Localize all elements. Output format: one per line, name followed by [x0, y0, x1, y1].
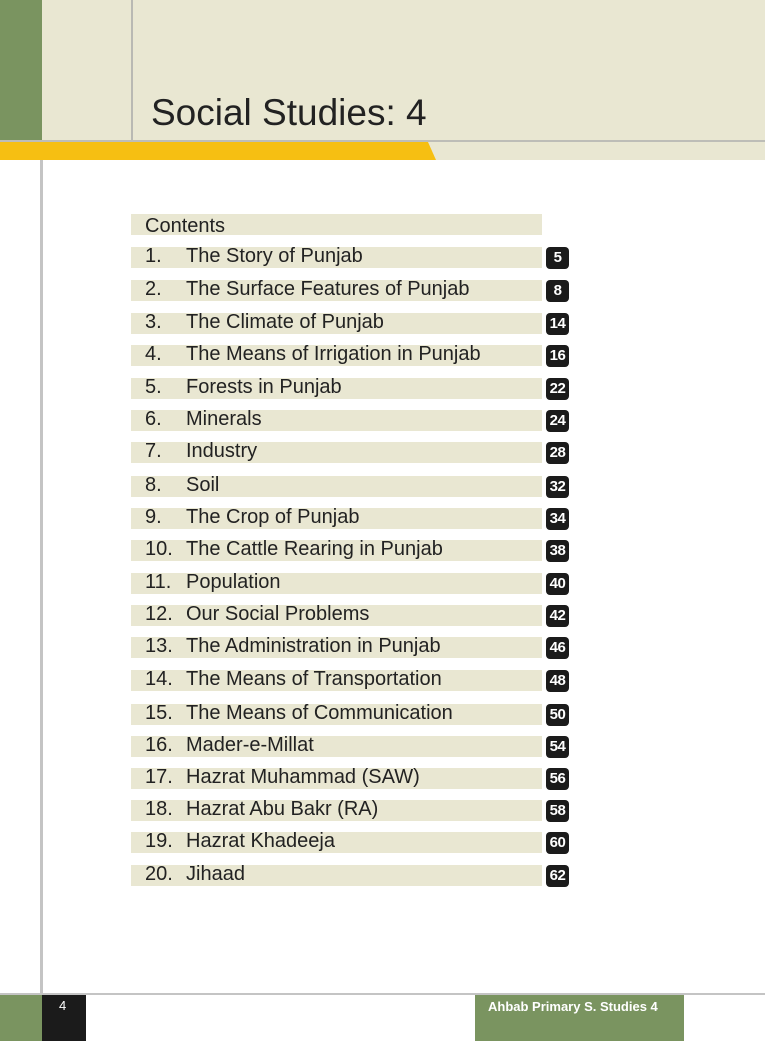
toc-title: Forests in Punjab — [186, 376, 342, 398]
toc-number: 9. — [145, 506, 162, 528]
margin-rule — [40, 160, 43, 994]
header-divider — [131, 0, 133, 140]
toc-page-badge: 24 — [546, 410, 569, 432]
toc-page-badge: 14 — [546, 313, 569, 335]
toc-number: 16. — [145, 734, 173, 756]
toc-number: 18. — [145, 798, 173, 820]
toc-page-badge: 34 — [546, 508, 569, 530]
toc-number: 5. — [145, 376, 162, 398]
page-number: 4 — [59, 998, 67, 1013]
toc-number: 12. — [145, 603, 173, 625]
toc-number: 17. — [145, 766, 173, 788]
toc-title: The Administration in Punjab — [186, 635, 441, 657]
toc-number: 7. — [145, 440, 162, 462]
toc-title: Minerals — [186, 408, 262, 430]
toc-number: 4. — [145, 343, 162, 365]
toc-page-badge: 54 — [546, 736, 569, 758]
toc-title: Hazrat Khadeeja — [186, 830, 335, 852]
book-title: Ahbab Primary S. Studies 4 — [488, 999, 658, 1014]
toc-number: 19. — [145, 830, 173, 852]
toc-title: The Climate of Punjab — [186, 311, 384, 333]
toc-number: 11. — [145, 571, 172, 593]
toc-title: Population — [186, 571, 281, 593]
toc-number: 2. — [145, 278, 162, 300]
toc-page-badge: 46 — [546, 637, 569, 659]
toc-number: 8. — [145, 474, 162, 496]
toc-number: 13. — [145, 635, 173, 657]
toc-page-badge: 32 — [546, 476, 569, 498]
toc-title: Soil — [186, 474, 220, 496]
toc-title: Jihaad — [186, 863, 245, 885]
toc-number: 14. — [145, 668, 173, 690]
toc-title: Our Social Problems — [186, 603, 370, 625]
toc-number: 20. — [145, 863, 173, 885]
toc-page-badge: 16 — [546, 345, 569, 367]
toc-number: 1. — [145, 245, 162, 267]
toc-page-badge: 28 — [546, 442, 569, 464]
toc-page-badge: 48 — [546, 670, 569, 692]
toc-page-badge: 42 — [546, 605, 569, 627]
toc-page-badge: 62 — [546, 865, 569, 887]
toc-title: Mader-e-Millat — [186, 734, 314, 756]
toc-page-badge: 58 — [546, 800, 569, 822]
toc-page-badge: 5 — [546, 247, 569, 269]
toc-number: 15. — [145, 702, 173, 724]
header-green-strip — [0, 0, 42, 140]
toc-page-badge: 50 — [546, 704, 569, 726]
toc-number: 10. — [145, 538, 173, 560]
toc-title: The Crop of Punjab — [186, 506, 360, 528]
toc-title: The Story of Punjab — [186, 245, 363, 267]
toc-title: The Means of Communication — [186, 702, 453, 724]
toc-page-badge: 8 — [546, 280, 569, 302]
toc-page-badge: 40 — [546, 573, 569, 595]
toc-number: 3. — [145, 311, 162, 333]
toc-title: The Means of Transportation — [186, 668, 442, 690]
toc-page-badge: 56 — [546, 768, 569, 790]
footer-green-strip — [0, 995, 42, 1041]
toc-title: The Means of Irrigation in Punjab — [186, 343, 481, 365]
toc-title: Hazrat Muhammad (SAW) — [186, 766, 420, 788]
toc-page-badge: 60 — [546, 832, 569, 854]
toc-title: Industry — [186, 440, 258, 462]
toc-page-badge: 38 — [546, 540, 569, 562]
page-title: Social Studies: 4 — [151, 92, 427, 133]
contents-heading: Contents — [145, 215, 226, 237]
toc-title: The Cattle Rearing in Punjab — [186, 538, 443, 560]
toc-title: The Surface Features of Punjab — [186, 278, 470, 300]
toc-title: Hazrat Abu Bakr (RA) — [186, 798, 379, 820]
accent-bar — [0, 142, 436, 160]
toc-number: 6. — [145, 408, 162, 430]
toc-page-badge: 22 — [546, 378, 569, 400]
